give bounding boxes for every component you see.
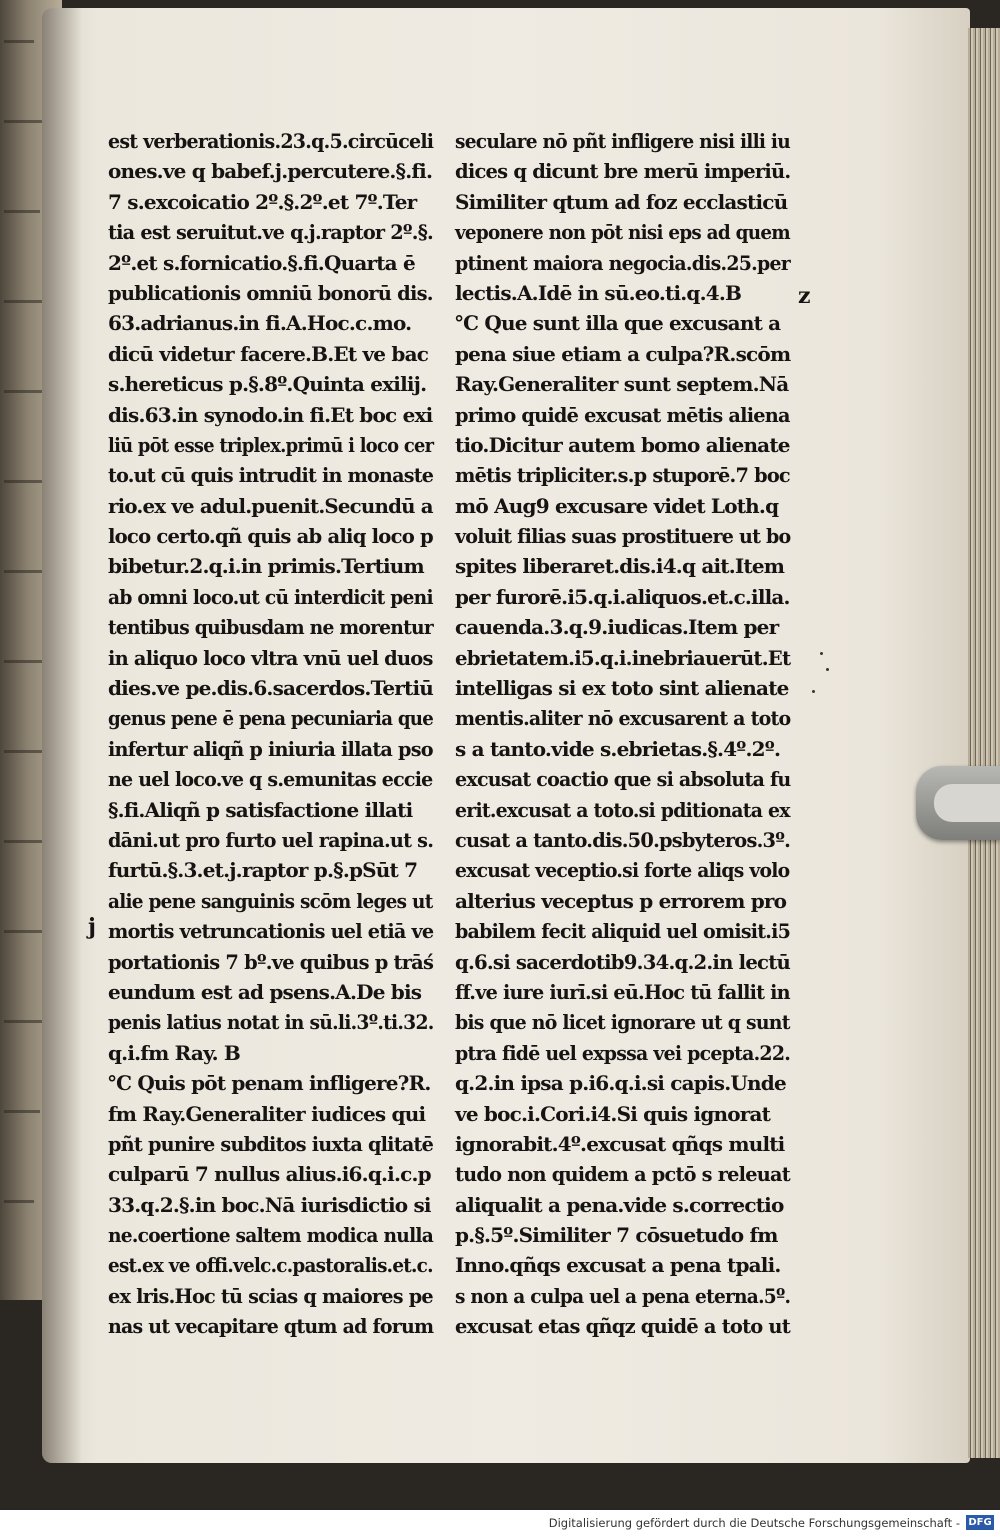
text-line: aliqualit a pena.vide s.correctio [455,1192,784,1217]
funding-credit: Digitalisierung gefördert durch die Deutsche Forschungsgemeinschaft - [548,1516,960,1530]
text-line: ff.ve iure iurī.si eū.Hoc tū fallit in [455,979,790,1004]
text-line: ones.ve q babef.j.percutere.§.fi. [108,159,433,184]
text-line: tudo non quidem a pctō s releuat [455,1162,790,1187]
text-line: dāni.ut pro furto uel rapina.ut s. [108,827,434,852]
text-line: s.hereticus p.§.8º.Quinta exilij. [108,372,427,397]
text-line: dicū videtur facere.B.Et ve bac [108,341,429,366]
text-line: seculare nō pñt infligere nisi illi iu [455,129,790,153]
text-line: erit.excusat a toto.si pditionata ex [455,797,790,822]
text-line: dis.63.in synodo.in fi.Et boc exi [108,402,433,427]
text-line: portationis 7 bº.ve quibus p trāś [108,949,434,974]
text-line: ebrietatem.i5.q.i.inebriauerūt.Et [455,645,791,670]
text-line: bibetur.2.q.i.in primis.Tertium [108,554,424,579]
text-line: to.ut cū quis intrudit in monaste [108,463,434,488]
text-line: ℃ Quis pōt penam infligere?R. [108,1071,431,1096]
right-text-column [455,126,790,1342]
text-line: tentibus quibusdam ne morentur [108,615,433,640]
text-line: primo quidē excusat mētis aliena [455,402,790,427]
page-stack-edge [968,28,1000,1458]
text-line: mentis.aliter nō excusarent a toto [455,706,791,731]
text-line: Similiter qtum ad foz ecclasticū [455,189,788,214]
text-line: furtū.§.3.et.j.raptor p.§.pSūt 7 [108,858,418,883]
footer-bar [0,1510,1000,1537]
text-line: ignorabit.4º.excusat qñqs multi [455,1131,785,1156]
text-line: excusat coactio que si absoluta fu [455,767,791,792]
text-line: dices q dicunt bre merū imperiū. [455,159,791,184]
metal-clip [916,766,1000,840]
margin-note-right: z [798,283,811,309]
text-line: eundum est ad psens.A.De bis [108,979,422,1004]
text-line: mō Aug9 excusare videt Loth.q [455,493,779,518]
text-line: intelligas si ex toto sint alienate [455,676,789,701]
text-line: penis latius notat in sū.li.3º.ti.32. [108,1010,434,1035]
text-line: Ray.Generaliter sunt septem.Nā [455,372,789,397]
text-line: mētis tripliciter.s.p stuporē.7 boc [455,463,790,488]
text-line: lectis.A.Idē in sū.eo.ti.q.4.B [455,280,742,305]
ink-speck [826,668,829,671]
text-line: spites liberaret.dis.i4.q ait.Item [455,554,785,579]
text-line: est.ex ve offi.velc.c.pastoralis.et.c. [108,1253,433,1278]
text-line: bis que nō licet ignorare ut q sunt [455,1010,790,1035]
text-line: ve boc.i.Cori.i4.Si quis ignorat [455,1101,771,1126]
text-line: rio.ex ve adul.puenit.Secundū a [108,493,433,518]
text-line: per furorē.i5.q.i.aliquos.et.c.illa. [455,584,790,609]
text-line: tia est seruitut.ve q.j.raptor 2º.§. [108,220,433,245]
text-line: Inno.qñqs excusat a pena tpali. [455,1253,781,1278]
text-line: voluit filias suas prostituere ut bo [455,524,791,549]
text-line: pñt punire subditos iuxta qlitatē [108,1131,434,1156]
text-line: genus pene ē pena pecuniaria que [108,706,434,731]
text-line: ab omni loco.ut cū interdicit peni [108,584,433,609]
text-line: cusat a tanto.dis.50.psbyteros.3º. [455,827,791,852]
text-line: ptra fidē uel expssa vei pcepta.22. [455,1040,791,1065]
text-line: 63.adrianus.in fi.A.Hoc.c.mo. [108,311,412,336]
text-line: infertur aliqñ p iniuria illata pso [108,736,433,761]
text-line: ex lris.Hoc tū scias q maiores pe [108,1283,433,1308]
text-line: 7 s.excoicatio 2º.§.2º.et 7º.Ter [108,189,417,214]
text-line: in aliquo loco vltra vnū uel duos [108,645,433,670]
text-line: babilem fecit aliquid uel omisit.i5 [455,919,791,944]
gutter-shadow [42,8,82,1463]
text-line: §.fi.Aliqñ p satisfactione illati [108,797,413,822]
text-line: fm Ray.Generaliter iudices qui [108,1101,426,1126]
text-line: est verberationis.23.q.5.circūceli [108,129,434,153]
text-line: 2º.et s.fornicatio.§.fi.Quarta ē [108,250,415,275]
left-text-column [108,126,433,1342]
text-line: ne uel loco.ve q s.emunitas eccie [108,767,433,792]
text-line: tio.Dicitur autem bomo alienate [455,432,790,457]
text-line: q.2.in ipsa p.i6.q.i.si capis.Unde [455,1071,786,1096]
text-line: p.§.5º.Similiter 7 cōsuetudo fm [455,1223,778,1248]
text-line: ℃ Que sunt illa que excusant a [455,311,781,336]
text-line: culparū 7 nullus alius.i6.q.i.c.p [108,1162,431,1187]
text-line: q.6.si sacerdotib9.34.q.2.in lectū [455,949,791,974]
text-line: 33.q.2.§.in boc.Nā iurisdictio si [108,1192,431,1217]
text-line: excusat veceptio.si forte aliqs volo [455,858,790,883]
text-line: mortis vetruncationis uel etiā ve [108,919,434,944]
dfg-logo: DFG [966,1515,994,1530]
text-line: ne.coertione saltem modica nulla [108,1223,434,1248]
ink-speck [812,690,815,693]
text-line: pena siue etiam a culpa?R.scōm [455,341,791,366]
text-line: cauenda.3.q.9.iudicas.Item per [455,615,779,640]
text-line: dies.ve pe.dis.6.sacerdos.Tertiū [108,676,434,701]
text-line: veponere non pōt nisi eps ad quem [455,220,790,245]
text-line: ptinent maiora negocia.dis.25.per [455,250,790,275]
text-line: publicationis omniū bonorū dis. [108,280,433,305]
text-line: nas ut vecapitare qtum ad forum [108,1314,434,1339]
margin-note-left: j [88,914,96,940]
text-line: loco certo.qñ quis ab aliq loco p [108,524,433,549]
text-line: s non a culpa uel a pena eterna.5º. [455,1283,791,1308]
text-line: liū pōt esse triplex.primū i loco cer [108,432,434,457]
ink-speck [820,652,823,655]
text-line: alterius veceptus p errorem pro [455,888,787,913]
text-line: s a tanto.vide s.ebrietas.§.4º.2º. [455,736,781,761]
text-line: excusat etas qñqz quidē a toto ut [455,1314,790,1339]
text-line: q.i.fm Ray. B [108,1040,241,1065]
text-line: alie pene sanguinis scōm leges ut [108,888,433,913]
